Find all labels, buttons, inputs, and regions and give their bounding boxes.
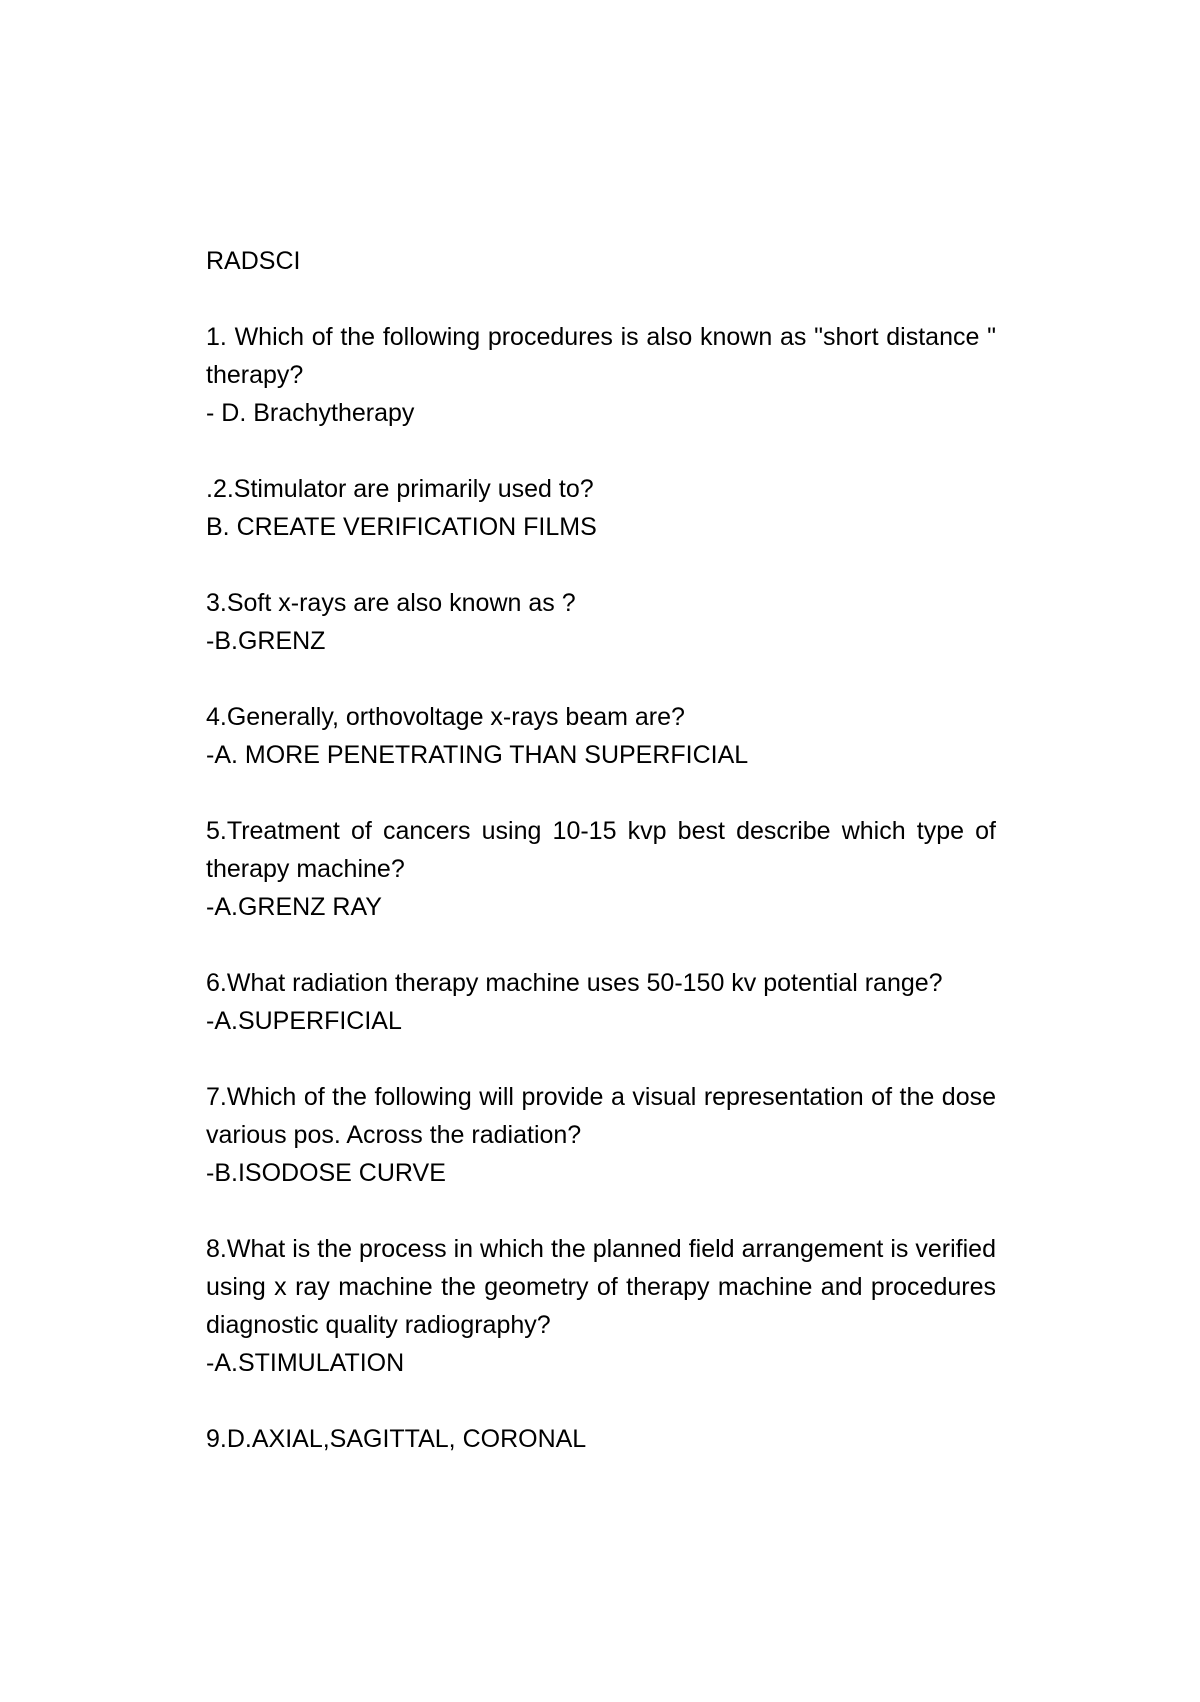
question-text: 6.What radiation therapy machine uses 50-150 kv potential range? — [206, 969, 943, 997]
qa-item-1 — [206, 318, 996, 432]
answer-text: -A. MORE PENETRATING THAN SUPERFICIAL — [206, 741, 749, 769]
qa-item-6 — [206, 964, 996, 1040]
question-text: 4.Generally, orthovoltage x-rays beam are? — [206, 703, 685, 731]
answer-text: -B.ISODOSE CURVE — [206, 1159, 446, 1187]
qa-item-5 — [206, 812, 996, 926]
answer-text: -A.SUPERFICIAL — [206, 1007, 402, 1035]
question-text: 3.Soft x-rays are also known as ? — [206, 589, 576, 617]
answer-text: B. CREATE VERIFICATION FILMS — [206, 513, 597, 541]
qa-item-4 — [206, 698, 996, 774]
qa-item-2 — [206, 470, 996, 546]
question-text: .2.Stimulator are primarily used to? — [206, 475, 594, 503]
qa-item-8 — [206, 1230, 996, 1382]
question-text: 5.Treatment of cancers using 10-15 kvp best describe which type of therapy machine? — [206, 817, 996, 883]
document-title: RADSCI — [206, 247, 301, 275]
answer-text: -B.GRENZ — [206, 627, 326, 655]
qa-item-3 — [206, 584, 996, 660]
answer-text: -A.GRENZ RAY — [206, 893, 382, 921]
qa-item-7 — [206, 1078, 996, 1192]
question-text: 9.D.AXIAL,SAGITTAL, CORONAL — [206, 1425, 587, 1453]
question-text: 8.What is the process in which the planned field arrangement is verified using x ray machine the geometry of therapy machine and procedures diagnostic quality radiography? — [206, 1235, 996, 1339]
qa-item-9 — [206, 1420, 996, 1458]
answer-text: -A.STIMULATION — [206, 1349, 405, 1377]
document-body — [206, 242, 996, 1496]
answer-text: - D. Brachytherapy — [206, 399, 415, 427]
question-text: 7.Which of the following will provide a visual representation of the dose various pos. Across the radiation? — [206, 1083, 996, 1149]
question-text: 1. Which of the following procedures is also known as "short distance " therapy? — [206, 323, 996, 389]
